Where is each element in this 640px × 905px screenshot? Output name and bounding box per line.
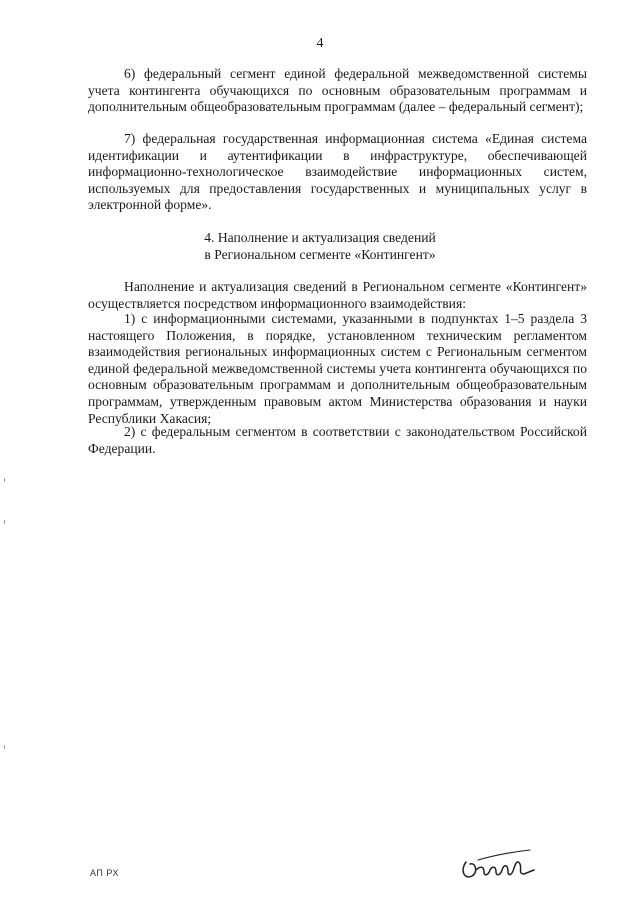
list-item-6: 6) федеральный сегмент единой федеральной межведомственной системы учета контингента обучающихся по основным образовательным программам и дополнительным общеобразовательным программам (далее – федеральный сегмент);: [88, 66, 587, 115]
scan-mark: [4, 745, 5, 749]
section-item-1: 1) с информационными системами, указанными в подпунктах 1–5 раздела 3 настоящего Положения, в порядке, установленном техническим регламентом взаимодействия региональных информационных систем с Региональным сегментом единой федеральной межведомственной системы учета контингента обучающихся по основным образовательным программам и дополнительным общеобразовательным программам, утвержденным правовым актом Министерства образования и науки Республики Хакасия;: [88, 311, 587, 426]
section-item-2: 2) с федеральным сегментом в соответствии с законодательством Российской Федерации.: [88, 424, 587, 456]
scan-mark: [4, 520, 5, 524]
footer-code: АП РХ: [90, 868, 119, 878]
signature-image: [458, 840, 536, 884]
scan-mark: [4, 478, 5, 482]
list-item-7: 7) федеральная государственная информационная система «Единая система идентификации и аутентификации в инфраструктуре, обеспечивающей информационно-технологическое взаимодействие информационных систем, используемых для предоставления государственных и муниципальных услуг в электронной форме».: [88, 131, 587, 213]
section-heading-line-2: в Региональном сегменте «Контингент»: [204, 247, 436, 262]
section-intro: Наполнение и актуализация сведений в Региональном сегменте «Контингент» осуществляется посредством информационного взаимодействия:: [88, 279, 587, 311]
section-heading-line-1: 4. Наполнение и актуализация сведений: [204, 230, 436, 245]
page-number: 4: [316, 36, 324, 51]
